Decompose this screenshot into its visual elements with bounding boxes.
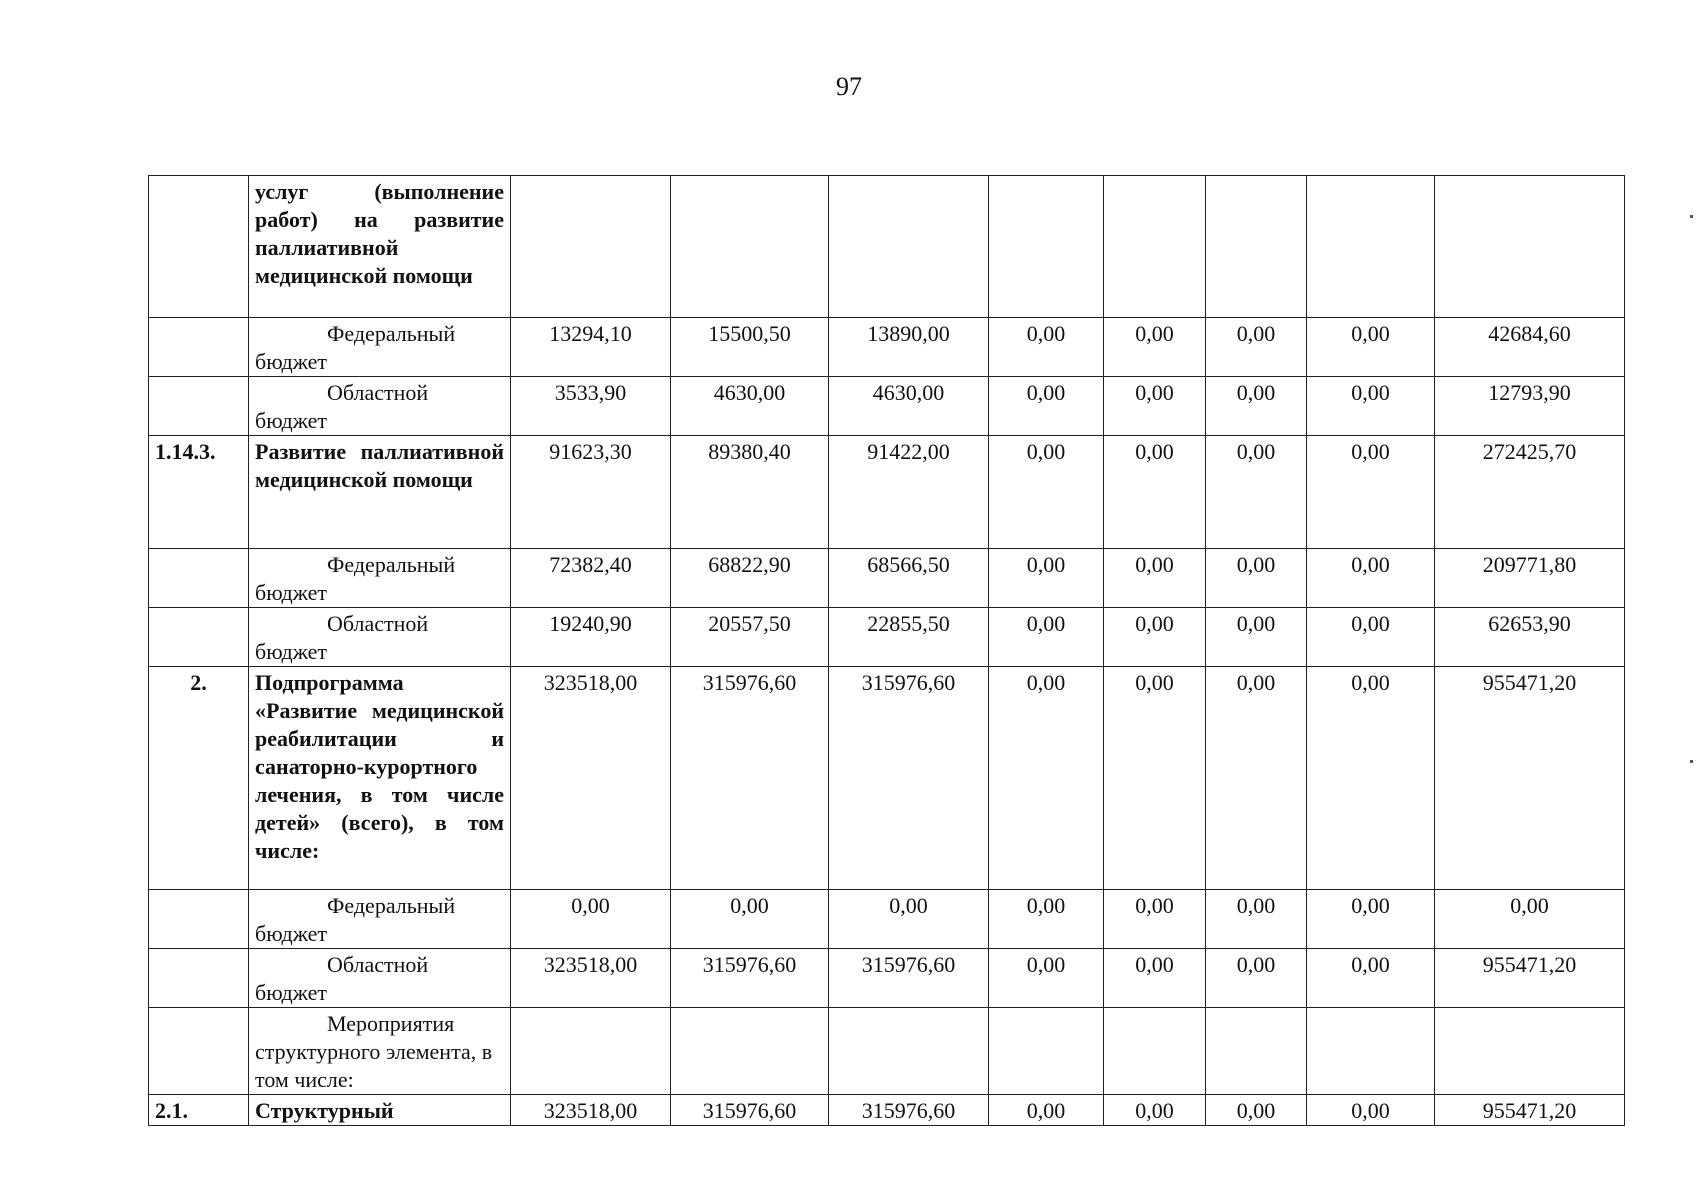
value-cell: 955471,20 — [1435, 667, 1625, 890]
value-cell: 272425,70 — [1435, 436, 1625, 549]
value-cell: 0,00 — [989, 436, 1104, 549]
value-cell: 0,00 — [1104, 549, 1206, 608]
row-name — [249, 1095, 511, 1126]
value-cell: 4630,00 — [829, 377, 989, 436]
value-cell — [671, 176, 829, 318]
value-cell: 0,00 — [1435, 890, 1625, 949]
value-cell: 209771,80 — [1435, 549, 1625, 608]
value-cell: 0,00 — [1104, 949, 1206, 1008]
table-row — [149, 1095, 1625, 1126]
table-row — [149, 1008, 1625, 1095]
value-cell: 0,00 — [1104, 318, 1206, 377]
page-number: 97 — [836, 72, 862, 101]
row-name-text: Развитие паллиативной медицинской помощи — [255, 439, 504, 492]
value-cell: 0,00 — [1206, 377, 1307, 436]
value-cell — [989, 176, 1104, 318]
value-cell: 0,00 — [1307, 318, 1435, 377]
value-cell: 323518,00 — [511, 667, 671, 890]
row-code — [149, 318, 249, 377]
value-cell: 315976,60 — [829, 667, 989, 890]
table-row — [149, 949, 1625, 1008]
value-cell: 0,00 — [989, 608, 1104, 667]
value-cell: 323518,00 — [511, 949, 671, 1008]
value-cell: 0,00 — [1206, 890, 1307, 949]
value-cell: 0,00 — [1206, 436, 1307, 549]
row-name — [249, 608, 511, 667]
row-name-text: Областной бюджет — [255, 380, 429, 433]
value-cell: 0,00 — [1307, 949, 1435, 1008]
value-cell: 0,00 — [1206, 667, 1307, 890]
row-name-text: Областной бюджет — [255, 952, 429, 1005]
budget-table — [148, 175, 1625, 1126]
value-cell: 0,00 — [1206, 608, 1307, 667]
row-name-text: услуг (выполнение работ) на развитие паллиативной медицинской помощи — [255, 179, 504, 288]
value-cell — [671, 1008, 829, 1095]
value-cell: 0,00 — [1104, 436, 1206, 549]
value-cell — [1435, 176, 1625, 318]
value-cell — [511, 176, 671, 318]
row-name — [249, 318, 511, 377]
value-cell: 0,00 — [1307, 436, 1435, 549]
table-row — [149, 318, 1625, 377]
table-row — [149, 436, 1625, 549]
row-name — [249, 377, 511, 436]
value-cell: 0,00 — [829, 890, 989, 949]
row-name-text: Федеральный бюджет — [255, 893, 456, 946]
value-cell: 315976,60 — [829, 1095, 989, 1126]
value-cell — [511, 1008, 671, 1095]
value-cell: 91623,30 — [511, 436, 671, 549]
value-cell: 0,00 — [1307, 1095, 1435, 1126]
value-cell: 0,00 — [1206, 318, 1307, 377]
value-cell — [1206, 1008, 1307, 1095]
value-cell — [1307, 1008, 1435, 1095]
table-row — [149, 667, 1625, 890]
value-cell: 0,00 — [989, 890, 1104, 949]
budget-table-body — [149, 176, 1625, 1126]
row-name — [249, 176, 511, 318]
row-code: 2.1. — [149, 1095, 249, 1126]
row-name — [249, 549, 511, 608]
value-cell: 12793,90 — [1435, 377, 1625, 436]
row-code — [149, 949, 249, 1008]
row-code — [149, 176, 249, 318]
row-code — [149, 608, 249, 667]
row-name-text: Федеральный бюджет — [255, 552, 456, 605]
row-code — [149, 377, 249, 436]
value-cell: 0,00 — [1104, 890, 1206, 949]
row-name-text: Федеральный бюджет — [255, 321, 456, 374]
row-name-text: Областной бюджет — [255, 611, 429, 664]
value-cell: 0,00 — [989, 318, 1104, 377]
table-row — [149, 176, 1625, 318]
value-cell: 315976,60 — [671, 1095, 829, 1126]
value-cell: 4630,00 — [671, 377, 829, 436]
table-row — [149, 608, 1625, 667]
value-cell: 13890,00 — [829, 318, 989, 377]
value-cell: 0,00 — [1104, 377, 1206, 436]
value-cell: 89380,40 — [671, 436, 829, 549]
value-cell — [989, 1008, 1104, 1095]
value-cell: 0,00 — [989, 1095, 1104, 1126]
value-cell: 0,00 — [989, 667, 1104, 890]
value-cell: 315976,60 — [671, 667, 829, 890]
value-cell — [1307, 176, 1435, 318]
scan-speck — [1690, 760, 1693, 763]
row-code — [149, 1008, 249, 1095]
row-name — [249, 890, 511, 949]
scan-speck — [1690, 215, 1693, 218]
table-row — [149, 377, 1625, 436]
value-cell — [1104, 1008, 1206, 1095]
value-cell — [829, 1008, 989, 1095]
value-cell: 62653,90 — [1435, 608, 1625, 667]
row-code: 2. — [149, 667, 249, 890]
value-cell: 0,00 — [1307, 667, 1435, 890]
row-name — [249, 949, 511, 1008]
value-cell: 0,00 — [989, 949, 1104, 1008]
value-cell: 0,00 — [1307, 890, 1435, 949]
value-cell: 0,00 — [989, 377, 1104, 436]
value-cell — [1206, 176, 1307, 318]
value-cell: 20557,50 — [671, 608, 829, 667]
row-name — [249, 667, 511, 890]
value-cell: 42684,60 — [1435, 318, 1625, 377]
value-cell: 68566,50 — [829, 549, 989, 608]
value-cell: 955471,20 — [1435, 1095, 1625, 1126]
row-name — [249, 1008, 511, 1095]
value-cell: 22855,50 — [829, 608, 989, 667]
value-cell: 0,00 — [1104, 608, 1206, 667]
value-cell: 0,00 — [1104, 1095, 1206, 1126]
row-name — [249, 436, 511, 549]
value-cell: 0,00 — [671, 890, 829, 949]
row-name-text: Подпрограмма «Развитие медицинской реабилитации и санаторно-курортного лечения, в том числе детей» (всего), в том числе: — [255, 670, 504, 863]
value-cell: 0,00 — [511, 890, 671, 949]
value-cell: 323518,00 — [511, 1095, 671, 1126]
row-name-text: Мероприятия структурного элемента, в том числе: — [255, 1011, 493, 1092]
value-cell: 15500,50 — [671, 318, 829, 377]
table-row — [149, 549, 1625, 608]
value-cell: 0,00 — [1104, 667, 1206, 890]
value-cell: 0,00 — [1307, 549, 1435, 608]
row-code — [149, 890, 249, 949]
value-cell: 72382,40 — [511, 549, 671, 608]
value-cell: 91422,00 — [829, 436, 989, 549]
value-cell: 13294,10 — [511, 318, 671, 377]
table-row — [149, 890, 1625, 949]
value-cell: 0,00 — [989, 549, 1104, 608]
value-cell — [1104, 176, 1206, 318]
value-cell: 0,00 — [1206, 949, 1307, 1008]
row-code: 1.14.3. — [149, 436, 249, 549]
value-cell: 19240,90 — [511, 608, 671, 667]
value-cell: 0,00 — [1307, 377, 1435, 436]
value-cell: 315976,60 — [829, 949, 989, 1008]
value-cell: 0,00 — [1307, 608, 1435, 667]
value-cell: 0,00 — [1206, 549, 1307, 608]
value-cell: 68822,90 — [671, 549, 829, 608]
row-name-text: Структурный — [255, 1098, 394, 1123]
value-cell: 3533,90 — [511, 377, 671, 436]
row-code — [149, 549, 249, 608]
value-cell: 315976,60 — [671, 949, 829, 1008]
value-cell — [829, 176, 989, 318]
value-cell: 955471,20 — [1435, 949, 1625, 1008]
value-cell: 0,00 — [1206, 1095, 1307, 1126]
value-cell — [1435, 1008, 1625, 1095]
